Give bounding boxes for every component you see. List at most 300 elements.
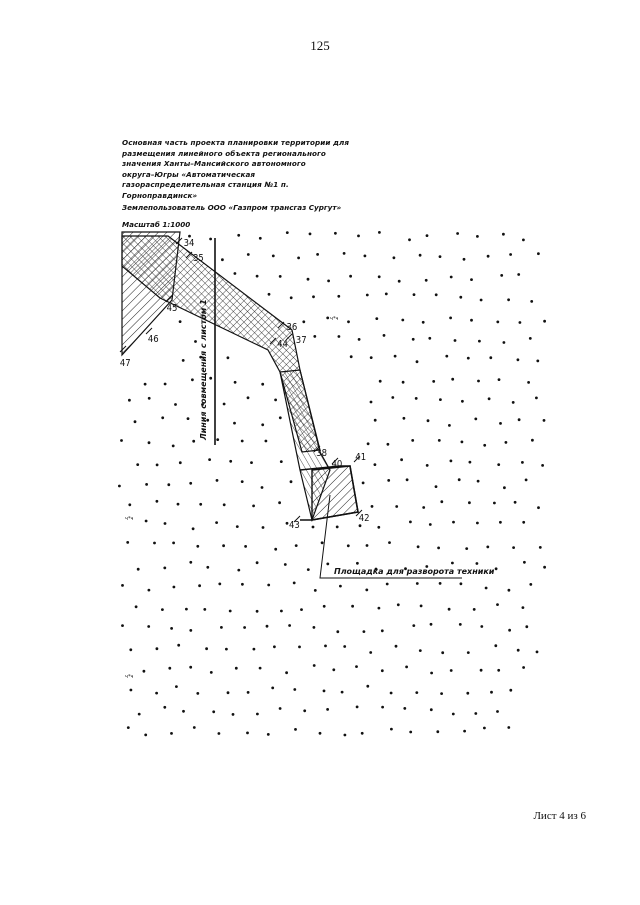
land-dot [417,545,420,548]
land-dot [394,355,397,358]
land-dot [461,441,464,444]
land-dot [397,603,400,606]
land-dot [136,463,139,466]
land-dot [187,417,190,420]
land-dot [247,396,250,399]
land-dot [387,479,390,482]
land-dot [405,666,408,669]
land-dot [539,546,542,549]
land-dot [486,546,489,549]
land-dot [144,383,147,386]
land-dot [426,234,429,237]
land-dot [191,378,194,381]
land-dot [127,726,130,729]
land-dot [530,300,533,303]
land-dot [297,257,300,260]
land-dot [199,503,202,506]
land-dot [387,443,390,446]
land-dot [523,561,526,564]
land-dot [459,296,462,299]
land-dot [366,544,369,547]
land-dot [347,320,350,323]
land-dot [461,400,464,403]
land-dot [512,401,515,404]
land-dot [143,670,146,673]
land-dot [319,732,322,735]
land-dot [209,238,212,241]
land-dot [261,383,264,386]
land-dot [206,566,209,569]
land-dot [503,486,506,489]
land-dot [355,665,358,668]
land-dot [374,463,377,466]
land-dot [155,692,158,695]
land-dot [535,397,538,400]
land-dot [161,608,164,611]
land-dot [521,461,524,464]
land-dot [537,506,540,509]
land-dot [487,255,490,258]
land-dot [536,651,539,654]
land-dot [490,691,493,694]
land-dot [307,568,310,571]
land-dot [145,483,148,486]
land-dot [218,732,221,735]
land-dot [167,483,170,486]
land-dot [344,734,347,737]
point-label-37: 37 [295,334,307,347]
land-dot [522,239,525,242]
land-dot [391,396,394,399]
land-dot [266,625,269,628]
land-dot [313,626,316,629]
land-dot [203,608,206,611]
land-dot [485,587,488,590]
land-dot [420,605,423,608]
point-label-47: 47 [119,357,131,370]
land-dot [496,321,499,324]
land-dot [273,645,276,648]
land-dot [225,648,228,651]
land-dot [463,730,466,733]
land-dot [300,608,303,611]
land-dot [259,237,262,240]
land-dot [390,692,393,695]
land-dot [495,567,498,570]
title-line: размещения линейного объекта регионального [122,148,326,158]
land-dot [285,671,288,674]
land-dot [279,707,282,710]
land-dot [261,423,264,426]
land-dot [419,254,422,257]
land-dot [290,296,293,299]
land-dot [118,485,121,488]
land-dot [267,584,270,587]
land-dot [290,480,293,483]
land-dot [496,710,499,713]
land-dot [400,458,403,461]
land-dot [508,589,511,592]
land-dot [272,255,275,258]
land-dot [334,232,337,235]
land-dot [182,359,185,362]
land-dot [324,645,327,648]
point-label-34: 34 [183,237,195,250]
land-dot [529,583,532,586]
title-line: Основная часть проекта планировки территории для [122,138,350,147]
land-dot [256,610,259,613]
land-dot [398,280,401,283]
title-line: Горноправдинск» [122,190,198,200]
land-dot [531,439,534,442]
land-dot [422,506,425,509]
land-dot [403,707,406,710]
land-dot [541,464,544,467]
land-dot [450,276,453,279]
land-dot [209,377,212,380]
land-dot [148,589,151,592]
land-dot [326,317,329,320]
land-dot [120,439,123,442]
land-dot [517,649,520,652]
land-dot [451,378,454,381]
land-dot [253,648,256,651]
land-dot [509,253,512,256]
land-dot [177,503,180,506]
land-dot [507,726,510,729]
land-dot [130,689,133,692]
land-dot [362,482,365,485]
land-dot [153,542,156,545]
land-dot [395,505,398,508]
land-dot [478,340,481,343]
land-dot [508,629,511,632]
land-dot [499,422,502,425]
land-dot [388,541,391,544]
land-dot [425,279,428,282]
land-dot [370,401,373,404]
land-dot [164,522,167,525]
land-dot [177,644,180,647]
land-dot [271,687,274,690]
land-dot [367,442,370,445]
land-dot [179,320,182,323]
land-dot [237,569,240,572]
land-dot [134,420,137,423]
point-label-45: 45 [166,302,178,315]
land-dot [416,360,419,363]
svg-text:ч*ч: ч*ч [125,516,134,522]
land-dot [135,605,138,608]
land-dot [517,273,520,276]
land-user: Землепользователь ООО «Газпром трансгаз Сургут» [122,203,342,212]
land-dot [480,625,483,628]
land-dot [435,293,438,296]
sheet-number: Лист 4 из 6 [533,810,586,822]
land-dot [227,691,230,694]
land-dot [323,605,326,608]
land-dot [381,629,384,632]
land-dot [468,501,471,504]
land-dot [483,444,486,447]
land-dot [364,255,367,258]
land-dot [449,317,452,320]
land-dot [250,461,253,464]
land-dot [279,275,282,278]
land-dot [336,526,339,529]
land-dot [189,482,192,485]
land-dot [470,278,473,281]
land-dot [302,320,305,323]
land-dot [536,360,539,363]
land-dot [196,692,199,695]
land-dot [480,669,483,672]
land-dot [261,486,264,489]
land-dot [480,299,483,302]
land-dot [237,234,240,237]
match-line-label: Линия совмещения с листом 1 [199,299,208,440]
land-dot [138,713,141,716]
land-dot [312,526,315,529]
land-dot [497,669,500,672]
land-dot [210,671,213,674]
land-dot [168,667,171,670]
land-dot [235,667,238,670]
title-line: округа–Югры «Автоматическая [122,169,256,179]
land-dot [476,562,479,565]
land-dot [350,355,353,358]
land-dot [514,501,517,504]
land-dot [193,726,196,729]
land-dot [196,545,199,548]
land-dot [518,418,521,421]
land-dot [294,728,297,731]
land-dot [493,502,496,505]
land-dot [440,500,443,503]
land-dot [164,383,167,386]
land-dot [393,256,396,259]
land-dot [378,231,381,234]
land-dot [286,231,289,234]
land-dot [356,562,359,565]
land-dot [386,583,389,586]
land-dot [416,582,419,585]
land-dot [295,544,298,547]
land-dot [223,403,226,406]
land-dot [126,541,129,544]
land-dot [438,439,441,442]
land-dot [148,441,151,444]
land-dot [222,544,225,547]
title-line: газораспределительная станция №1 п. [122,180,289,190]
point-label-40: 40 [331,458,343,471]
land-dot [170,732,173,735]
land-dot [439,398,442,401]
land-dot [375,317,378,320]
land-dot [522,666,525,669]
land-dot [194,340,197,343]
land-dot [529,337,532,340]
land-dot [430,672,433,675]
land-dot [448,608,451,611]
land-dot [522,521,525,524]
land-dot [145,520,148,523]
land-dot [314,589,317,592]
land-dot [522,606,525,609]
land-dot [174,403,177,406]
land-dot [229,460,232,463]
land-dot [543,320,546,323]
land-dot [189,561,192,564]
land-dot [173,586,176,589]
land-dot [227,356,230,359]
land-dot [205,647,208,650]
land-dot [280,460,283,463]
land-dot [307,278,310,281]
land-dot [274,399,277,402]
land-dot [466,692,469,695]
land-dot [467,357,470,360]
land-dot [313,335,316,338]
land-dot [175,685,178,688]
land-dot [351,605,354,608]
land-dot [401,319,404,322]
land-dot [413,293,416,296]
land-dot [326,708,329,711]
land-dot [137,568,140,571]
land-dot [512,546,515,549]
land-dot [460,582,463,585]
land-dot [467,651,470,654]
land-dot [161,416,164,419]
land-dot [163,706,166,709]
svg-text:ч*ч: ч*ч [330,316,339,322]
land-dot [156,647,159,650]
land-dot [343,645,346,648]
svg-text:ч*ч: ч*ч [125,674,134,680]
land-dot [427,419,430,422]
land-dot [221,258,224,261]
land-dot [415,397,418,400]
land-dot [381,669,384,672]
land-dot [259,667,262,670]
land-dot [496,603,499,606]
point-label-41: 41 [355,451,367,464]
land-dot [144,734,147,737]
land-dot [215,521,218,524]
land-dot [430,623,433,626]
land-dot [128,503,131,506]
land-dot [192,527,195,530]
land-dot [519,321,522,324]
point-label-42: 42 [358,512,370,525]
land-dot [148,397,151,400]
land-dot [361,732,364,735]
land-dot [459,623,462,626]
point-label-36: 36 [286,321,298,334]
land-dot [356,706,359,709]
land-dot [229,610,232,613]
land-dot [323,690,326,693]
land-dot [408,238,411,241]
land-dot [390,728,393,731]
land-dot [129,648,132,651]
land-dot [321,541,324,544]
land-dot [358,338,361,341]
land-dot [246,732,249,735]
land-dot [435,485,438,488]
land-dot [236,525,239,528]
land-dot [377,526,380,529]
point-label-38: 38 [316,447,328,460]
land-dot [341,691,344,694]
land-dot [505,441,508,444]
land-dot [343,252,346,255]
land-dot [507,298,510,301]
land-dot [502,233,505,236]
land-dot [265,440,268,443]
land-dot [409,731,412,734]
land-dot [298,646,301,649]
land-dot [456,232,459,235]
land-dot [220,626,223,629]
land-dot [234,272,237,275]
land-dot [336,630,339,633]
page-number: 125 [310,38,330,53]
land-dot [437,547,440,550]
land-dot [430,708,433,711]
land-dot [509,689,512,692]
land-dot [182,710,185,713]
land-dot [179,461,182,464]
land-dot [370,356,373,359]
land-dot [170,627,173,630]
land-dot [426,464,429,467]
land-dot [374,419,377,422]
land-dot [454,339,457,342]
land-dot [303,709,306,712]
land-dot [288,624,291,627]
land-dot [121,584,124,587]
land-dot [347,544,350,547]
land-dot [286,522,289,525]
land-dot [537,252,540,255]
title-line: значения Ханты–Мансийского автономного [122,159,306,169]
land-dot [422,321,425,324]
land-dot [189,629,192,632]
land-dot [525,625,528,628]
land-dot [216,479,219,482]
land-dot [411,439,414,442]
land-dot [156,500,159,503]
land-dot [463,258,466,261]
land-dot [448,424,451,427]
land-dot [371,505,374,508]
land-dot [403,417,406,420]
land-dot [517,358,520,361]
land-dot [465,547,468,550]
point-label-44: 44 [277,338,288,351]
land-dot [436,730,439,733]
land-dot [440,692,443,695]
land-dot [189,666,192,669]
land-dot [332,668,335,671]
land-dot [378,607,381,610]
land-dot [339,585,342,588]
land-dot [385,293,388,296]
land-dot [309,233,312,236]
land-dot [525,479,528,482]
